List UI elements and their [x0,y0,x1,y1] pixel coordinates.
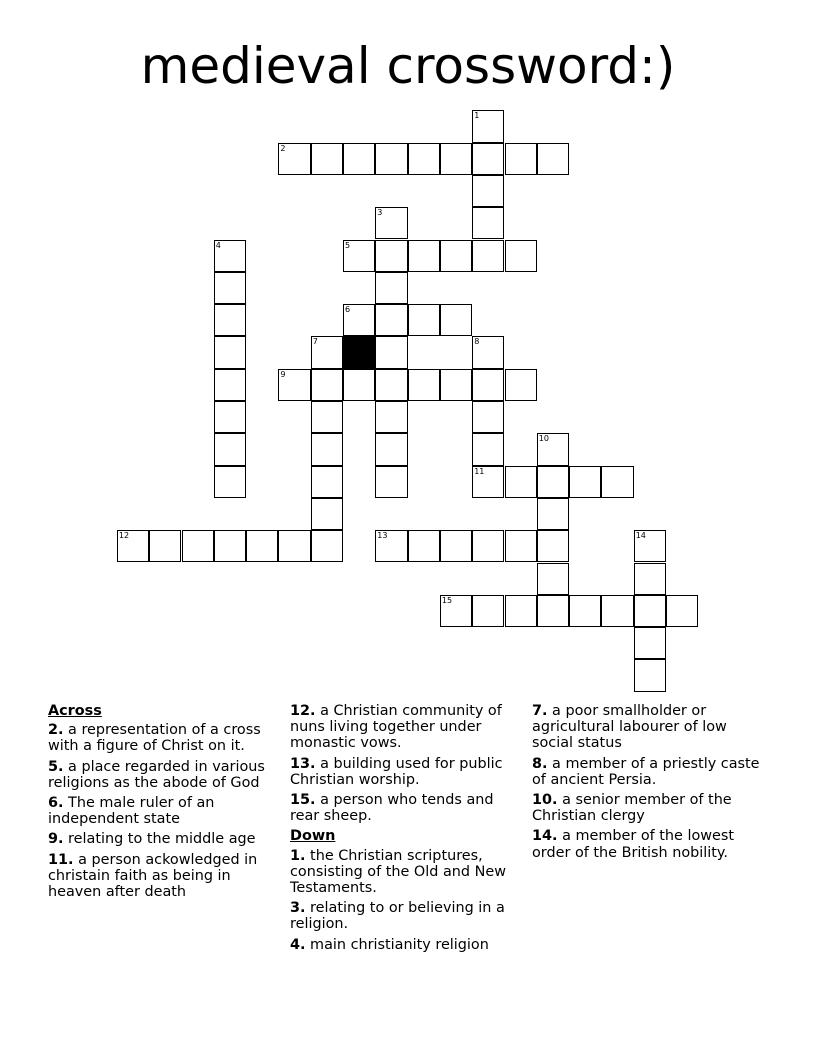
grid-cell[interactable] [375,466,407,498]
grid-cell[interactable] [343,369,375,401]
clue-number-9: 9 [280,369,286,379]
black-cell [343,336,375,368]
grid-cell[interactable] [278,369,310,401]
grid-cell[interactable] [408,369,440,401]
grid-cell[interactable] [505,240,537,272]
grid-cell[interactable] [537,466,569,498]
clue-number-7: 7 [312,337,318,347]
grid-cell[interactable] [311,433,343,465]
grid-cell[interactable] [537,433,569,465]
grid-cell[interactable] [214,304,246,336]
clue-number-12: 12 [118,531,130,541]
grid-cell[interactable] [569,595,601,627]
grid-cell[interactable] [601,595,633,627]
grid-cell[interactable] [537,563,569,595]
grid-cell[interactable] [472,143,504,175]
grid-cell[interactable] [440,595,472,627]
across-heading: Across [48,703,102,719]
grid-cell[interactable] [472,595,504,627]
grid-cell[interactable] [375,369,407,401]
grid-cell[interactable] [472,466,504,498]
across-clue-2: 2. a representation of a cross with a figure of Christ on it. [48,722,261,755]
across-clue-9: 9. relating to the middle age [48,831,256,848]
grid-cell[interactable] [440,143,472,175]
grid-cell[interactable] [214,401,246,433]
grid-cell[interactable] [214,272,246,304]
grid-cell[interactable] [505,369,537,401]
across-clue-6: 6. The male ruler of an independent state [48,795,215,828]
grid-cell[interactable] [311,498,343,530]
grid-cell[interactable] [505,143,537,175]
grid-cell[interactable] [278,530,310,562]
grid-cell[interactable] [408,530,440,562]
across-clue-5: 5. a place regarded in various religions as the abode of God [48,758,265,791]
grid-cell[interactable] [149,530,181,562]
grid-cell[interactable] [278,143,310,175]
clue-number-6: 6 [345,305,351,315]
grid-cell[interactable] [214,240,246,272]
grid-cell[interactable] [472,369,504,401]
grid-cell[interactable] [472,240,504,272]
down-heading: Down [290,828,336,845]
grid-cell[interactable] [440,530,472,562]
grid-cell[interactable] [311,466,343,498]
grid-cell[interactable] [537,143,569,175]
down-clue-8: 8. a member of a priestly caste of ancient Persia. [532,755,760,788]
across-clue-13: 13. a building used for public Christian worship. [290,755,503,788]
clue-number-3: 3 [377,208,383,218]
grid-cell[interactable] [634,659,666,691]
grid-cell[interactable] [505,530,537,562]
grid-cell[interactable] [537,498,569,530]
grid-cell[interactable] [311,401,343,433]
grid-cell[interactable] [375,336,407,368]
grid-cell[interactable] [472,336,504,368]
across-clue-12: 12. a Christian community of nuns living together under monastic vows. [290,703,502,752]
grid-cell[interactable] [343,240,375,272]
grid-cell[interactable] [375,240,407,272]
grid-cell[interactable] [214,466,246,498]
grid-cell[interactable] [214,369,246,401]
grid-cell[interactable] [634,595,666,627]
clue-number-15: 15 [441,595,453,605]
clue-number-11: 11 [474,466,485,476]
grid-cell[interactable] [505,466,537,498]
grid-cell[interactable] [440,240,472,272]
grid-cell[interactable] [472,530,504,562]
grid-cell[interactable] [634,530,666,562]
grid-cell[interactable] [375,433,407,465]
grid-cell[interactable] [472,433,504,465]
clue-column-2 [290,703,518,957]
grid-cell[interactable] [634,563,666,595]
grid-cell[interactable] [214,530,246,562]
grid-cell[interactable] [375,207,407,239]
clue-number-13: 13 [377,531,388,541]
across-clue-15: 15. a person who tends and rear sheep. [290,792,494,825]
clue-number-14: 14 [635,531,646,541]
grid-cell[interactable] [537,595,569,627]
grid-cell[interactable] [505,595,537,627]
down-clue-4: 4. main christianity religion [290,936,489,953]
down-clue-3: 3. relating to or believing in a religion. [290,900,505,933]
clue-column-1 [48,703,283,904]
grid-cell[interactable] [537,530,569,562]
grid-cell[interactable] [246,530,278,562]
grid-cell[interactable] [472,401,504,433]
across-clue-11: 11. a person ackowledged in christain faith as being in heaven after death [48,851,258,901]
clue-number-8: 8 [474,337,480,347]
grid-cell[interactable] [214,433,246,465]
grid-cell[interactable] [375,272,407,304]
down-clue-14: 14. a member of the lowest order of the British nobility. [532,828,735,861]
down-clue-7: 7. a poor smallholder or agricultural labourer of low social status [532,703,727,752]
grid-cell[interactable] [634,627,666,659]
clue-number-2: 2 [280,143,286,153]
grid-cell[interactable] [601,466,633,498]
grid-cell[interactable] [472,207,504,239]
grid-cell[interactable] [375,530,407,562]
clue-number-10: 10 [538,434,549,444]
down-clue-1: 1. the Christian scriptures, consisting of the Old and New Testaments. [290,847,507,897]
grid-cell[interactable] [311,143,343,175]
grid-cell[interactable] [666,595,698,627]
grid-cell[interactable] [311,530,343,562]
grid-cell[interactable] [440,369,472,401]
clue-number-4: 4 [215,240,221,250]
grid-cell[interactable] [375,143,407,175]
grid-cell[interactable] [311,336,343,368]
grid-cell[interactable] [408,304,440,336]
grid-cell[interactable] [343,304,375,336]
grid-cell[interactable] [408,240,440,272]
clue-number-1: 1 [474,111,480,121]
grid-cell[interactable] [408,143,440,175]
grid-cell[interactable] [375,304,407,336]
page-title: medieval crossword:) [140,37,676,95]
down-clue-10: 10. a senior member of the Christian clergy [532,792,732,825]
grid-cell[interactable] [472,110,504,142]
grid-cell[interactable] [117,530,149,562]
grid-cell[interactable] [375,401,407,433]
clue-number-5: 5 [345,240,351,250]
grid-cell[interactable] [182,530,214,562]
grid-cell[interactable] [440,304,472,336]
clue-column-3 [532,703,762,865]
grid-cell[interactable] [569,466,601,498]
grid-cell[interactable] [311,369,343,401]
grid-cell[interactable] [472,175,504,207]
grid-cell[interactable] [343,143,375,175]
grid-cell[interactable] [214,336,246,368]
